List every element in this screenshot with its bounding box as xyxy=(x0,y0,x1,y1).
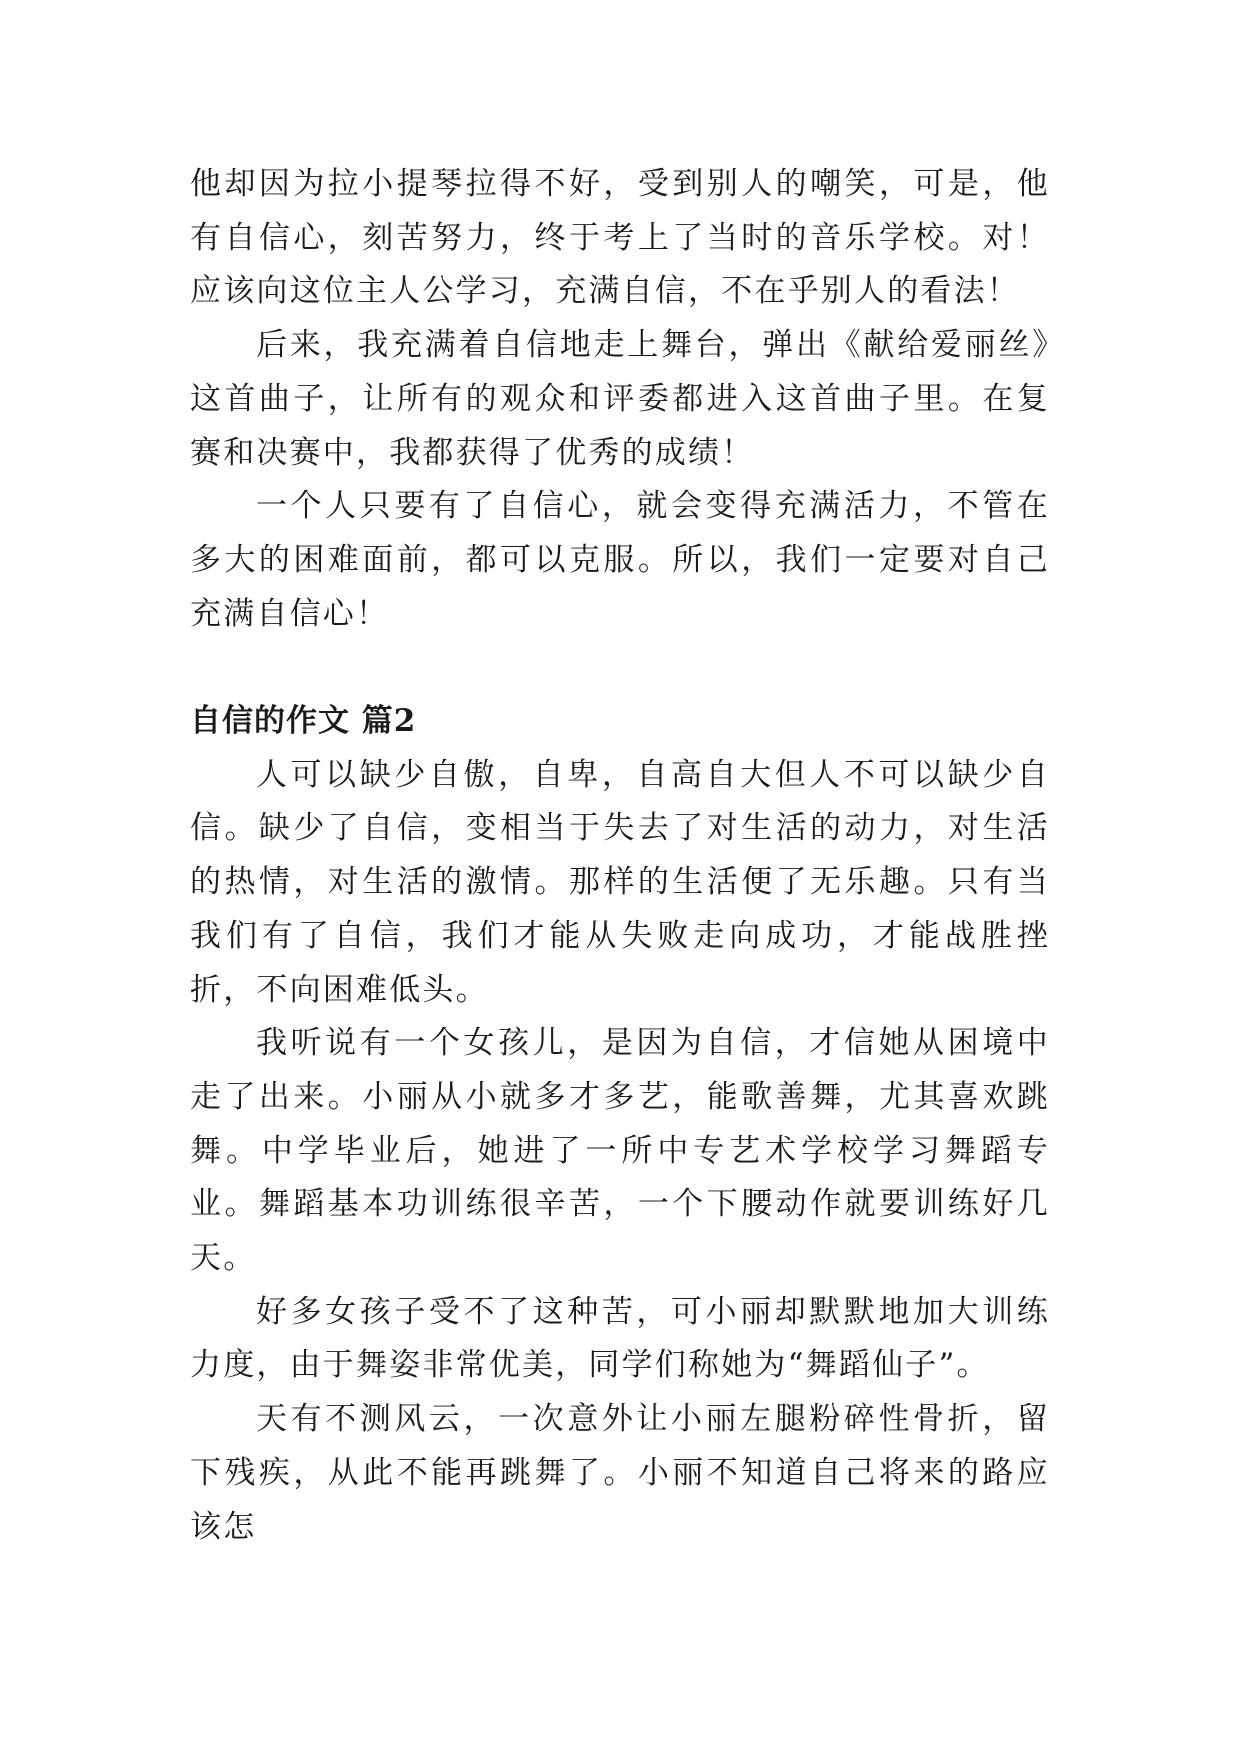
paragraph-continued: 他却因为拉小提琴拉得不好，受到别人的嘲笑，可是，他有自信心，刻苦努力，终于考上了当时的音乐学校。对！应该向这位主人公学习，充满自信，不在乎别人的看法！ xyxy=(190,166,1050,310)
paragraph-story-training: 好多女孩子受不了这种苦，可小丽却默默地加大训练力度，由于舞姿非常优美，同学们称她为“舞蹈仙子”。 xyxy=(190,1293,1050,1384)
section-title: 自信的作文 篇2 xyxy=(190,703,417,740)
paragraph-intro: 人可以缺少自傲，自卑，自高自大但人不可以缺少自信。缺少了自信，变相当于失去了对生活的动力，对生活的热情，对生活的激情。那样的生活便了无乐趣。只有当我们有了自信，我们才能从失败走向成功，才能战胜挫折，不向困难低头。 xyxy=(190,756,1050,1008)
paragraph-stage-performance: 后来，我充满着自信地走上舞台，弹出《献给爱丽丝》这首曲子，让所有的观众和评委都进入这首曲子里。在复赛和决赛中，我都获得了优秀的成绩！ xyxy=(190,327,1050,471)
paragraph-story-start: 我听说有一个女孩儿，是因为自信，才信她从困境中走了出来。小丽从小就多才多艺，能歌善舞，尤其喜欢跳舞。中学毕业后，她进了一所中专艺术学校学习舞蹈专业。舞蹈基本功训练很辛苦，一个下腰动作就要训练好几天。 xyxy=(190,1025,1050,1277)
paragraph-conclusion: 一个人只要有了自信心，就会变得充满活力，不管在多大的困难面前，都可以克服。所以，我们一定要对自己充满自信心！ xyxy=(190,488,1050,632)
document-body xyxy=(190,158,1050,1554)
paragraph-story-accident: 天有不测风云，一次意外让小丽左腿粉碎性骨折，留下残疾，从此不能再跳舞了。小丽不知道自己将来的路应该怎 xyxy=(190,1401,1050,1545)
